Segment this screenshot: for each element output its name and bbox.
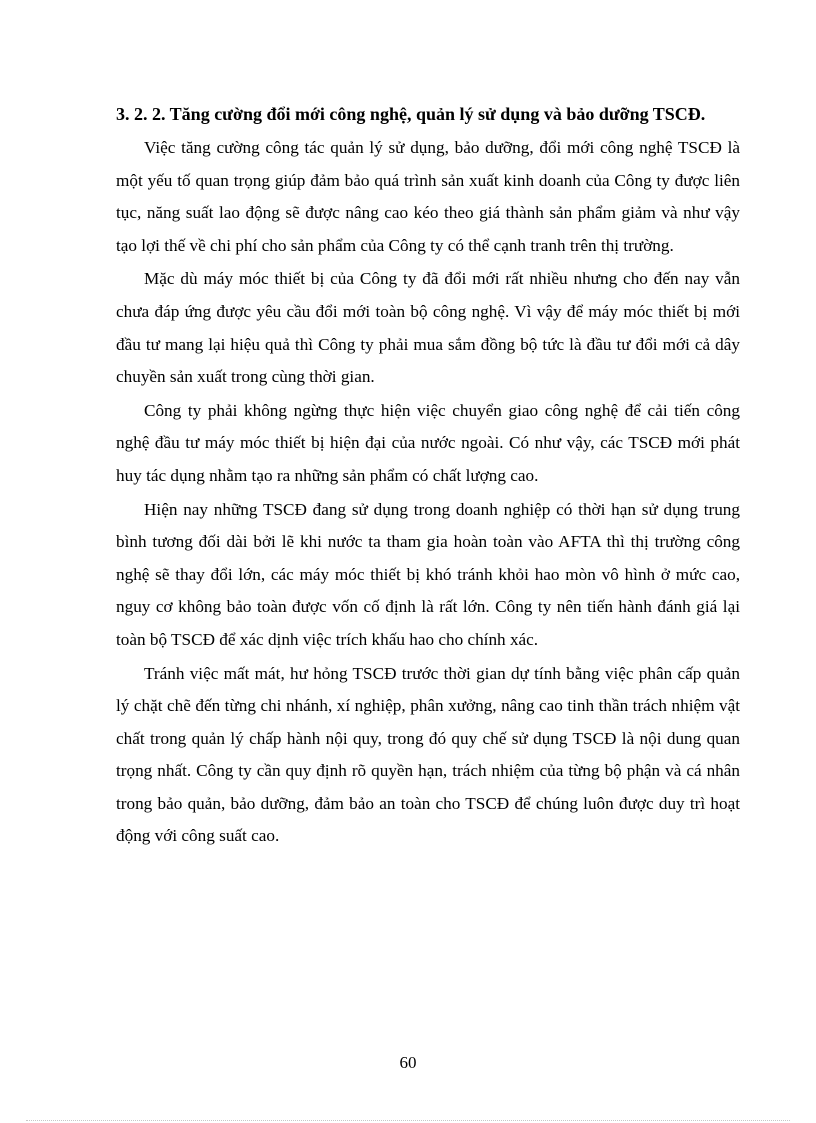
paragraph-3: Công ty phải không ngừng thực hiện việc chuyển giao công nghệ để cải tiến công nghệ đầu tư máy móc thiết bị hiện đại của nước ngoài. Có như vậy, các TSCĐ mới phát huy tác dụng nhằm tạo ra những sản phẩm có chất lượng cao. xyxy=(116,400,740,485)
page-number: 60 xyxy=(399,1053,417,1072)
paragraph-5: Tránh việc mất mát, hư hỏng TSCĐ trước thời gian dự tính bằng việc phân cấp quản lý chặt chẽ đến từng chi nhánh, xí nghiệp, phân xưởng, nâng cao tinh thần trách nhiệm vật chất trong quản lý chấp hành nội quy, trong đó quy chế sử dụng TSCĐ là nội dung quan trọng nhất. Công ty cần quy định rõ quyền hạn, trách nhiệm của từng bộ phận và cá nhân trong bảo quản, bảo dưỡng, đảm bảo an toàn cho TSCĐ để chúng luôn được duy trì hoạt động với công suất cao. xyxy=(116,663,740,846)
page-bottom-rule xyxy=(26,1120,790,1121)
document-page xyxy=(116,98,740,853)
paragraph-1: Việc tăng cường công tác quản lý sử dụng, bảo dưỡng, đổi mới công nghệ TSCĐ là một yếu tố quan trọng giúp đảm bảo quá trình sản xuất kinh doanh của Công ty được liên tục, năng suất lao động sẽ được nâng cao kéo theo giá thành sản phẩm giảm và như vậy tạo lợi thế về chi phí cho sản phẩm của Công ty có thể cạnh tranh trên thị trường. xyxy=(116,138,740,255)
paragraph-2: Mặc dù máy móc thiết bị của Công ty đã đổi mới rất nhiều nhưng cho đến nay vẫn chưa đáp ứng được yêu cầu đổi mới toàn bộ công nghệ. Vì vậy để máy móc thiết bị mới đầu tư mang lại hiệu quả thì Công ty phải mua sắm đồng bộ tức là đầu tư đổi mới cả dây chuyền sản xuất trong cùng thời gian. xyxy=(116,269,740,387)
section-heading: 3. 2. 2. Tăng cường đổi mới công nghệ, quản lý sử dụng và bảo dưỡng TSCĐ. xyxy=(116,104,706,124)
paragraph-4: Hiện nay những TSCĐ đang sử dụng trong doanh nghiệp có thời hạn sử dụng trung bình tương đối dài bởi lẽ khi nước ta tham gia hoàn toàn vào AFTA thì thị trường công nghệ sẽ thay đổi lớn, các máy móc thiết bị khó tránh khỏi hao mòn vô hình ở mức cao, nguy cơ không bảo toàn được vốn cố định là rất lớn. Công ty nên tiến hành đánh giá lại toàn bộ TSCĐ để xác dịnh việc trích khấu hao cho chính xác. xyxy=(116,499,740,649)
